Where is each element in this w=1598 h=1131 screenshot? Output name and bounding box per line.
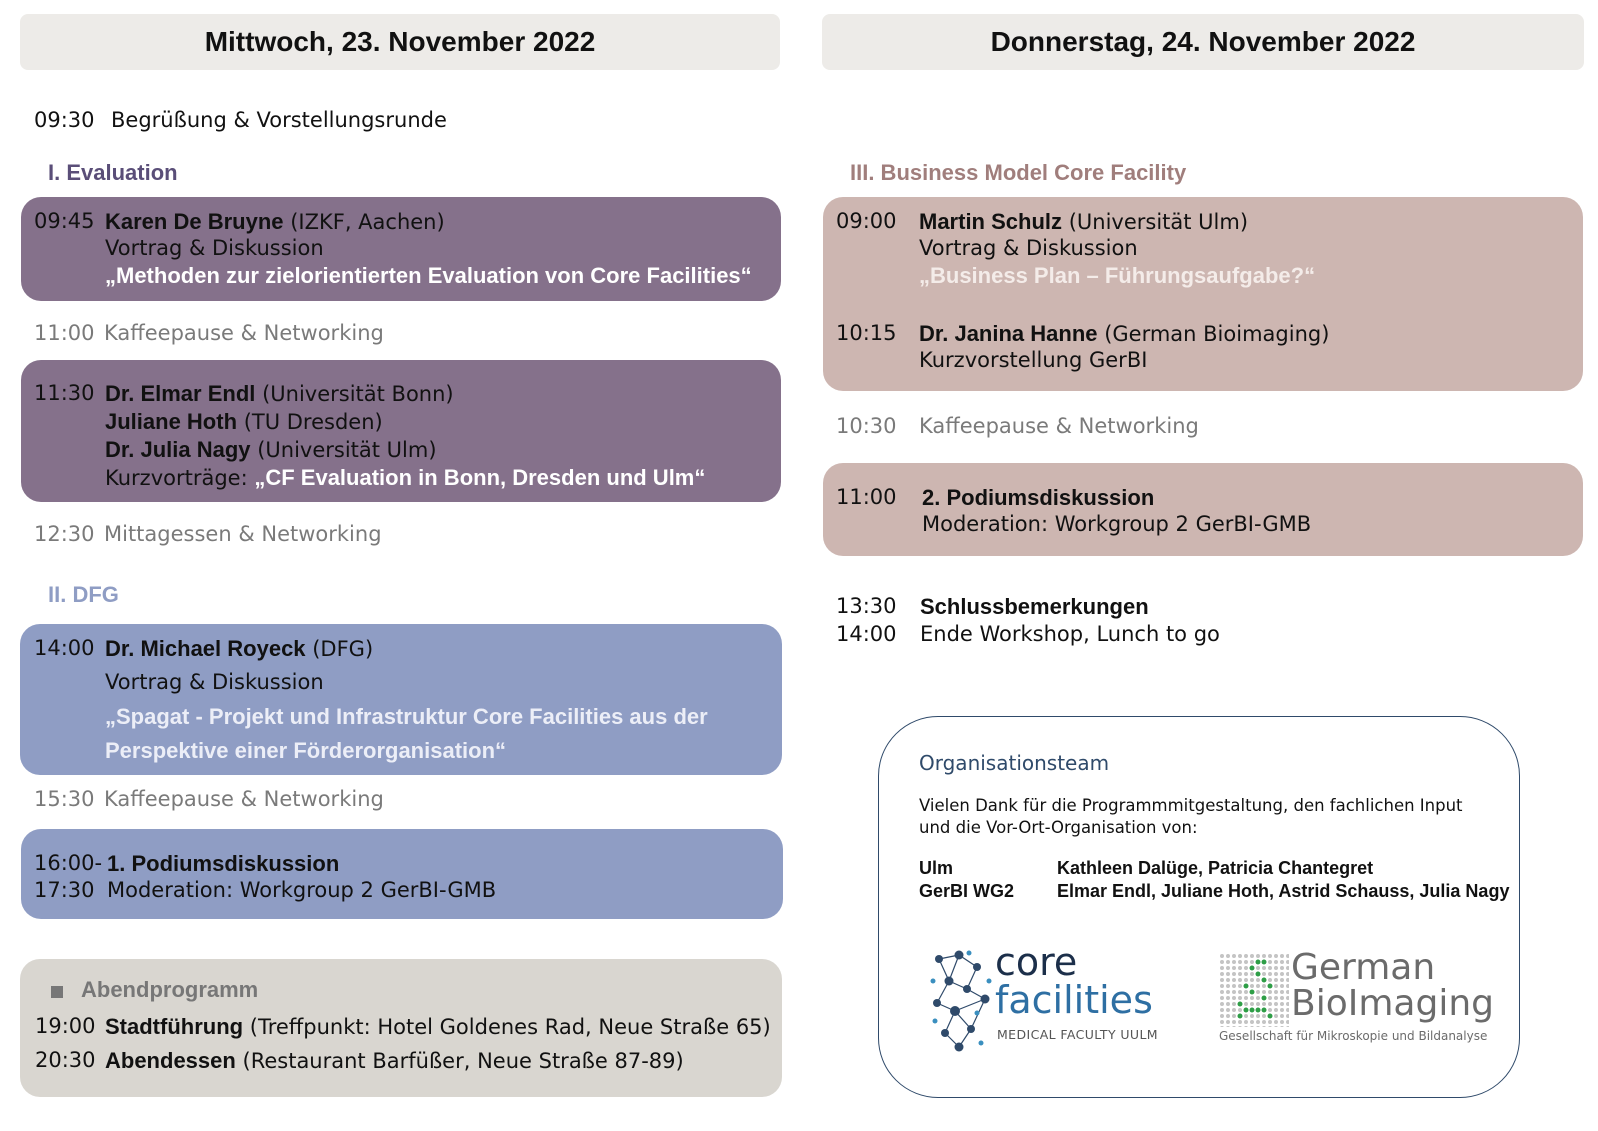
talk3-speaker: Dr. Michael Royeck (105, 636, 306, 661)
break3-row (836, 413, 1199, 440)
german-bioimaging-logo-line3: Gesellschaft für Mikroskopie und Bildanalyse (1219, 1029, 1488, 1043)
evening-box (20, 959, 782, 1097)
talk3-affiliation: (DFG) (305, 637, 374, 661)
break2-time: 15:30 (34, 787, 95, 811)
talk4-type: Vortrag & Diskussion (919, 236, 1138, 260)
break1-row (34, 320, 384, 347)
organisation-row-label: Ulm (919, 858, 954, 878)
talk2-time: 11:30 (34, 381, 95, 405)
organisation-intro-line2: und die Vor-Ort-Organisation von: (919, 818, 1198, 837)
closing-text: Schlussbemerkungen (920, 594, 1149, 619)
organisation-row-label: GerBI WG2 (919, 881, 1015, 901)
talk2-speaker3: Dr. Julia Nagy (105, 437, 251, 462)
section-evaluation-title: I. Evaluation (48, 160, 178, 185)
organisation-row-names: Elmar Endl, Juliane Hoth, Astrid Schauss, Julia Nagy (1057, 881, 1510, 901)
welcome-text: Begrüßung & Vorstellungsrunde (111, 108, 447, 132)
closing-time: 13:30 (836, 594, 897, 618)
talk2-aff3: (Universität Ulm) (250, 438, 437, 462)
day1-title: Mittwoch, 23. November 2022 (204, 26, 596, 57)
talk3-title-line2: Perspektive einer Förderorganisation“ (105, 738, 507, 763)
lunch-time: 12:30 (34, 522, 95, 546)
organisation-title: Organisationsteam (919, 751, 1110, 775)
talk2-speaker1: Dr. Elmar Endl (105, 381, 256, 406)
talk4-time: 09:00 (836, 209, 897, 233)
panel2-title: 2. Podiumsdiskussion (922, 485, 1155, 510)
panel1-time-start: 16:00- (34, 851, 103, 875)
day2-header (822, 14, 1584, 70)
talk2-speaker2: Juliane Hoth (105, 409, 238, 434)
talk3-type: Vortrag & Diskussion (105, 670, 324, 694)
network-icon (929, 947, 995, 1053)
panel2-moderation: Moderation: Workgroup 2 GerBI-GMB (922, 512, 1312, 536)
welcome-time: 09:30 (34, 108, 95, 132)
talk3-title-line1: „Spagat - Projekt und Infrastruktur Core Facilities aus der (105, 704, 708, 729)
talk1-box (21, 197, 781, 301)
panel1-moderation: Moderation: Workgroup 2 GerBI-GMB (107, 878, 497, 902)
german-bioimaging-logo-line1: German (1291, 947, 1436, 988)
talk1-time: 09:45 (34, 209, 95, 233)
break2-row (34, 786, 384, 813)
organisation-row-names: Kathleen Dalüge, Patricia Chantegret (1057, 858, 1374, 878)
lunch-row (34, 521, 382, 548)
german-bioimaging-logo (1219, 947, 1499, 1053)
evening-title: Abendprogramm (81, 977, 259, 1002)
evening-item-name: Abendessen (105, 1048, 236, 1073)
organisation-intro-line1: Vielen Dank für die Programmmitgestaltung, den fachlichen Input (919, 796, 1463, 815)
day1-header (20, 14, 780, 70)
closing-row (836, 593, 1149, 620)
talk1-affiliation: (IZKF, Aachen) (283, 210, 445, 234)
talk1-speaker: Karen De Bruyne (105, 209, 284, 234)
talk2-aff1: (Universität Bonn) (255, 382, 454, 406)
talk2-title: „CF Evaluation in Bonn, Dresden und Ulm“ (254, 465, 706, 490)
talk5-type: Kurzvorstellung GerBI (919, 348, 1148, 372)
break1-text: Kaffeepause & Networking (104, 321, 384, 345)
break3-text: Kaffeepause & Networking (919, 414, 1199, 438)
core-facilities-logo-line2: facilities (995, 978, 1153, 1022)
talk5-affiliation: (German Bioimaging) (1097, 322, 1330, 346)
evening-item-name: Stadtführung (105, 1014, 244, 1039)
german-bioimaging-logo-line2: BioImaging (1291, 983, 1494, 1024)
evening-item-detail: (Treffpunkt: Hotel Goldenes Rad, Neue Straße 65) (243, 1015, 771, 1039)
core-facilities-logo (929, 940, 1174, 1059)
evening-item-time: 19:00 (35, 1014, 96, 1038)
panel1-title: 1. Podiumsdiskussion (107, 851, 340, 876)
talk1-type: Vortrag & Diskussion (105, 236, 324, 260)
square-bullet-icon (51, 986, 63, 998)
panel1-box (21, 829, 783, 919)
microscope-dots-icon (1219, 953, 1289, 1027)
talk4-affiliation: (Universität Ulm) (1062, 210, 1249, 234)
panel2-box (823, 463, 1583, 556)
organisation-row (919, 857, 1374, 880)
lunch-text: Mittagessen & Networking (104, 522, 382, 546)
section-dfg-title: II. DFG (48, 582, 119, 607)
talk2-aff2: (TU Dresden) (237, 410, 383, 434)
welcome-row (34, 107, 447, 134)
talk5-time: 10:15 (836, 321, 897, 345)
talk5-speaker: Dr. Janina Hanne (919, 321, 1098, 346)
core-facilities-logo-line3: MEDICAL FACULTY UULM (997, 1027, 1158, 1042)
break1-time: 11:00 (34, 321, 95, 345)
break3-time: 10:30 (836, 414, 897, 438)
day2-title: Donnerstag, 24. November 2022 (990, 26, 1416, 57)
break2-text: Kaffeepause & Networking (104, 787, 384, 811)
talk4-speaker: Martin Schulz (919, 209, 1063, 234)
organisation-intro (919, 795, 1463, 839)
section-business-title: III. Business Model Core Facility (850, 160, 1187, 185)
end-row (836, 621, 1220, 648)
talk2-prefix: Kurzvorträge: (105, 466, 255, 490)
evening-item-time: 20:30 (35, 1048, 96, 1072)
panel2-time: 11:00 (836, 485, 897, 509)
talk4-title: „Business Plan – Führungsaufgabe?“ (919, 263, 1316, 288)
panel1-time-end: 17:30 (34, 878, 95, 902)
organisation-row (919, 880, 1510, 903)
talk1-title: „Methoden zur zielorientierten Evaluation von Core Facilities“ (105, 263, 752, 288)
talk3-box (20, 624, 782, 775)
evening-item (35, 1047, 684, 1074)
evening-item (35, 1013, 771, 1040)
core-facilities-logo-line1: core (995, 940, 1078, 984)
talk2-box (21, 360, 781, 502)
evening-item-detail: (Restaurant Barfüßer, Neue Straße 87-89) (235, 1049, 684, 1073)
talk3-time: 14:00 (34, 636, 95, 660)
end-text: Ende Workshop, Lunch to go (920, 622, 1220, 646)
organisation-table (919, 857, 1510, 903)
end-time: 14:00 (836, 622, 897, 646)
business-box (823, 197, 1583, 391)
organisation-box (878, 716, 1520, 1098)
